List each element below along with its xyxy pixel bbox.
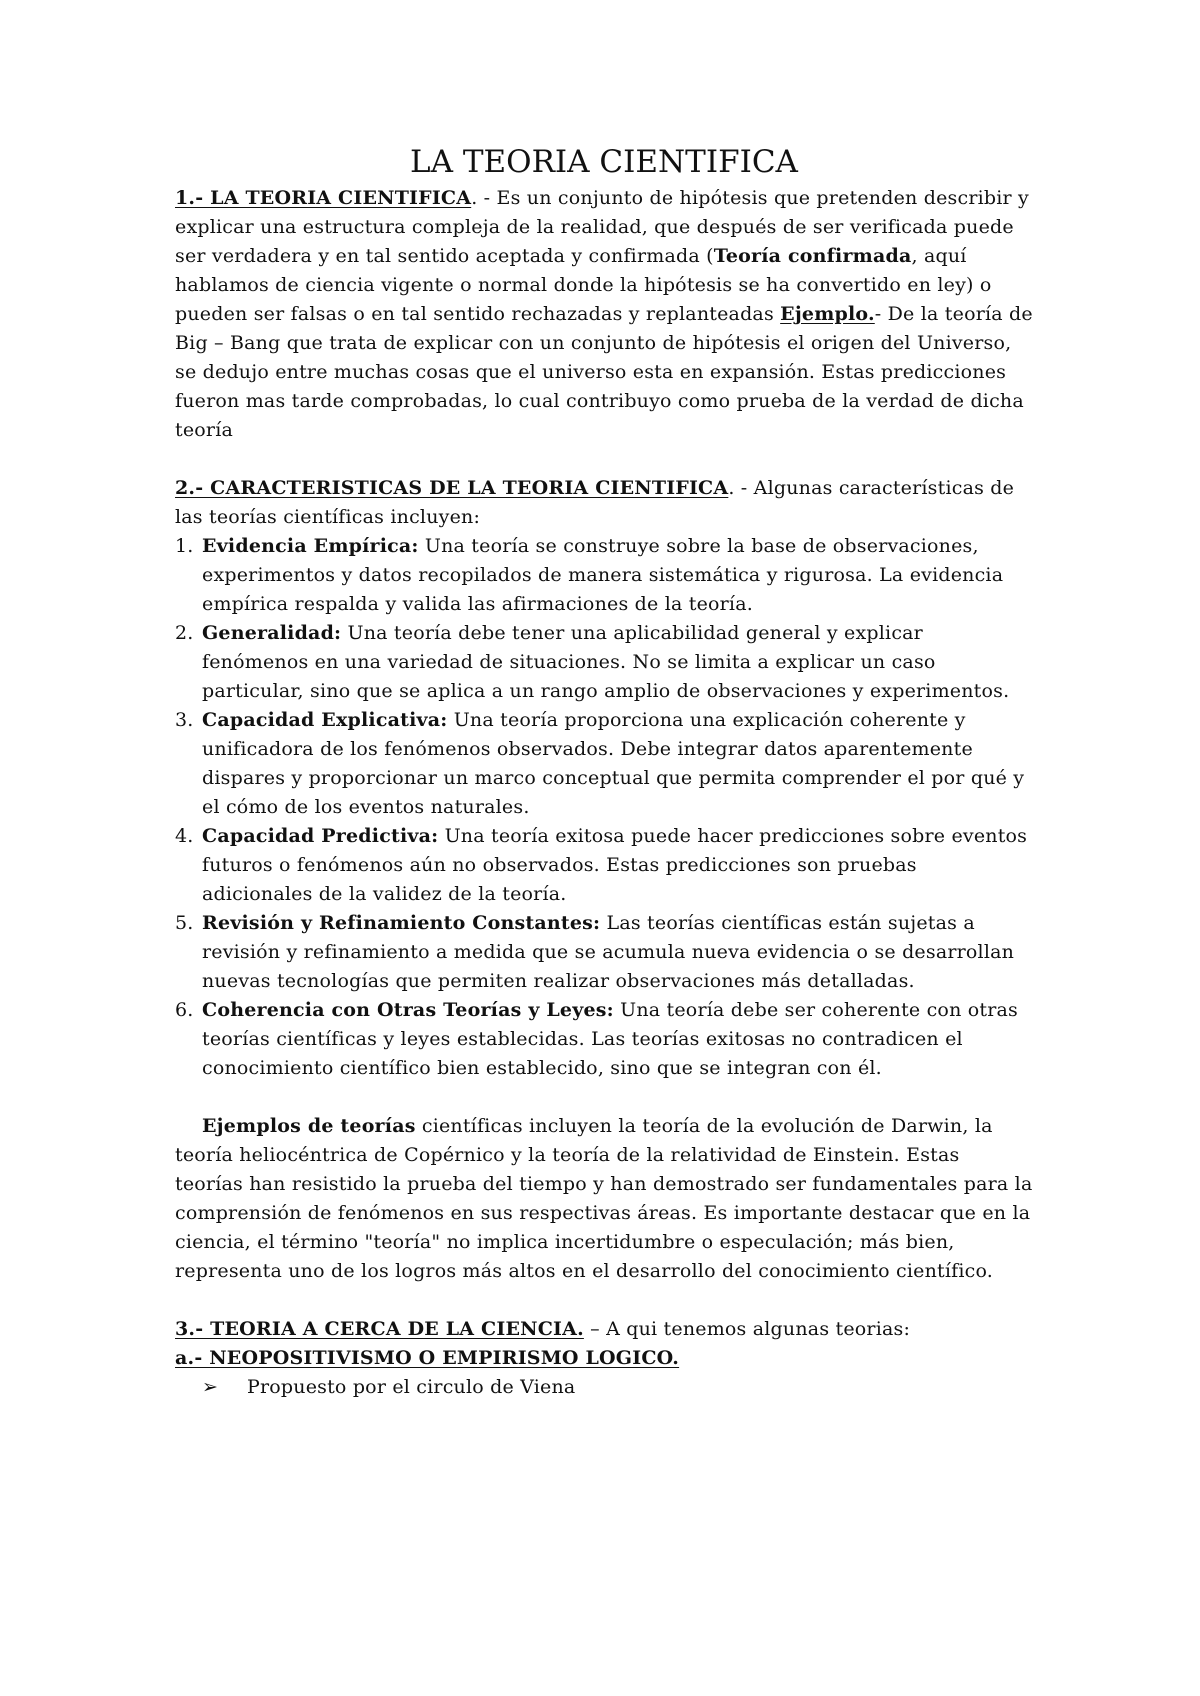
section-3-paragraph bbox=[175, 1315, 1033, 1344]
list-item bbox=[175, 909, 1033, 996]
section-1-text-b: , aquí hablamos de ciencia vigente o normal donde la hipótesis se ha convertido en ley) o pueden ser falsas o en tal sentido rechazadas y replanteadas bbox=[175, 245, 992, 325]
list-item bbox=[175, 822, 1033, 909]
list-item-number: 6. bbox=[175, 999, 194, 1021]
section-3-intro: – A qui tenemos algunas teorias: bbox=[583, 1318, 911, 1340]
list-item bbox=[175, 532, 1033, 619]
section-3a-paragraph bbox=[175, 1344, 1033, 1373]
list-item-term: Generalidad: bbox=[202, 622, 342, 644]
section-2-intro: . - Algunas características de las teorías científicas incluyen: bbox=[175, 477, 1015, 528]
list-item-text: Las teorías científicas están sujetas a revisión y refinamiento a medida que se acumula nueva evidencia o se desarrollan nuevas tecnologías que permiten realizar observaciones más detalladas. bbox=[202, 912, 1015, 992]
list-item-number: 5. bbox=[175, 912, 194, 934]
list-item bbox=[175, 619, 1033, 706]
list-item-number: 2. bbox=[175, 622, 194, 644]
list-item-text: Una teoría debe ser coherente con otras teorías científicas y leyes establecidas. Las teorías exitosas no contradicen el conocimiento científico bien establecido, sino que se integran con él. bbox=[202, 999, 1018, 1079]
spacer bbox=[175, 445, 1033, 474]
list-item-term: Coherencia con Otras Teorías y Leyes: bbox=[202, 999, 614, 1021]
section-3-heading: 3.- TEORIA A CERCA DE LA CIENCIA. bbox=[175, 1318, 584, 1340]
bullet-item bbox=[175, 1373, 1033, 1402]
characteristics-list bbox=[175, 532, 1033, 1083]
list-item-number: 1. bbox=[175, 535, 194, 557]
list-item bbox=[175, 706, 1033, 822]
examples-paragraph bbox=[175, 1112, 1033, 1286]
list-item-term: Evidencia Empírica: bbox=[202, 535, 419, 557]
list-item-text: Una teoría proporciona una explicación coherente y unificadora de los fenómenos observados. Debe integrar datos aparentemente dispares y proporcionar un marco conceptual que permita comprender el por qué y el cómo de los eventos naturales. bbox=[202, 709, 1025, 818]
examples-text: científicas incluyen la teoría de la evolución de Darwin, la teoría heliocéntrica de Copérnico y la teoría de la relatividad de Einstein. Estas teorías han resistido la prueba del tiempo y han demostrado ser fundamentales para la comprensión de fenómenos en sus respectivas áreas. Es importante destacar que en la ciencia, el término "teoría" no implica incertidumbre o especulación; más bien, representa uno de los logros más altos en el desarrollo del conocimiento científico. bbox=[175, 1115, 1033, 1282]
list-item-text: Una teoría exitosa puede hacer predicciones sobre eventos futuros o fenómenos aún no observados. Estas predicciones son pruebas adicionales de la validez de la teoría. bbox=[202, 825, 1028, 905]
arrowhead-bullet-icon: ➢ bbox=[202, 1376, 219, 1398]
list-item bbox=[175, 996, 1033, 1083]
list-item-text: Una teoría debe tener una aplicabilidad general y explicar fenómenos en una variedad de situaciones. No se limita a explicar un caso particular, sino que se aplica a un rango amplio de observaciones y experimentos. bbox=[202, 622, 1010, 702]
section-1-heading: 1.- LA TEORIA CIENTIFICA bbox=[175, 187, 472, 209]
spacer bbox=[175, 1286, 1033, 1315]
section-1-text-a: . - Es un conjunto de hipótesis que pretenden describir y explicar una estructura compleja de la realidad, que después de ser verificada puede ser verdadera y en tal sentido aceptada y confirmada ( bbox=[175, 187, 1029, 267]
list-item-term: Capacidad Predictiva: bbox=[202, 825, 439, 847]
document-content bbox=[175, 140, 1033, 1402]
bullet-text: Propuesto por el circulo de Viena bbox=[247, 1376, 576, 1398]
section-3a-heading: a.- NEOPOSITIVISMO O EMPIRISMO LOGICO. bbox=[175, 1347, 680, 1369]
list-item-number: 4. bbox=[175, 825, 194, 847]
document-title: LA TEORIA CIENTIFICA bbox=[410, 144, 798, 180]
spacer bbox=[175, 1083, 1033, 1112]
list-item-term: Revisión y Refinamiento Constantes: bbox=[202, 912, 601, 934]
list-item-text: Una teoría se construye sobre la base de observaciones, experimentos y datos recopilados de manera sistemática y rigurosa. La evidencia empírica respalda y valida las afirmaciones de la teoría. bbox=[202, 535, 1004, 615]
examples-label: Ejemplos de teorías bbox=[202, 1115, 416, 1137]
teoria-confirmada-term: Teoría confirmada bbox=[713, 245, 912, 267]
list-item-number: 3. bbox=[175, 709, 194, 731]
list-item-term: Capacidad Explicativa: bbox=[202, 709, 448, 731]
section-1-paragraph bbox=[175, 184, 1033, 445]
section-2-heading: 2.- CARACTERISTICAS DE LA TEORIA CIENTIFICA bbox=[175, 477, 729, 499]
ejemplo-label: Ejemplo. bbox=[780, 303, 875, 325]
section-2-intro-paragraph bbox=[175, 474, 1033, 532]
ejemplo-text: - De la teoría de Big – Bang que trata de explicar con un conjunto de hipótesis el origen del Universo, se dedujo entre muchas cosas que el universo esta en expansión. Estas predicciones fueron mas tarde comprobadas, lo cual contribuyo como prueba de la verdad de dicha teoría bbox=[175, 303, 1033, 441]
